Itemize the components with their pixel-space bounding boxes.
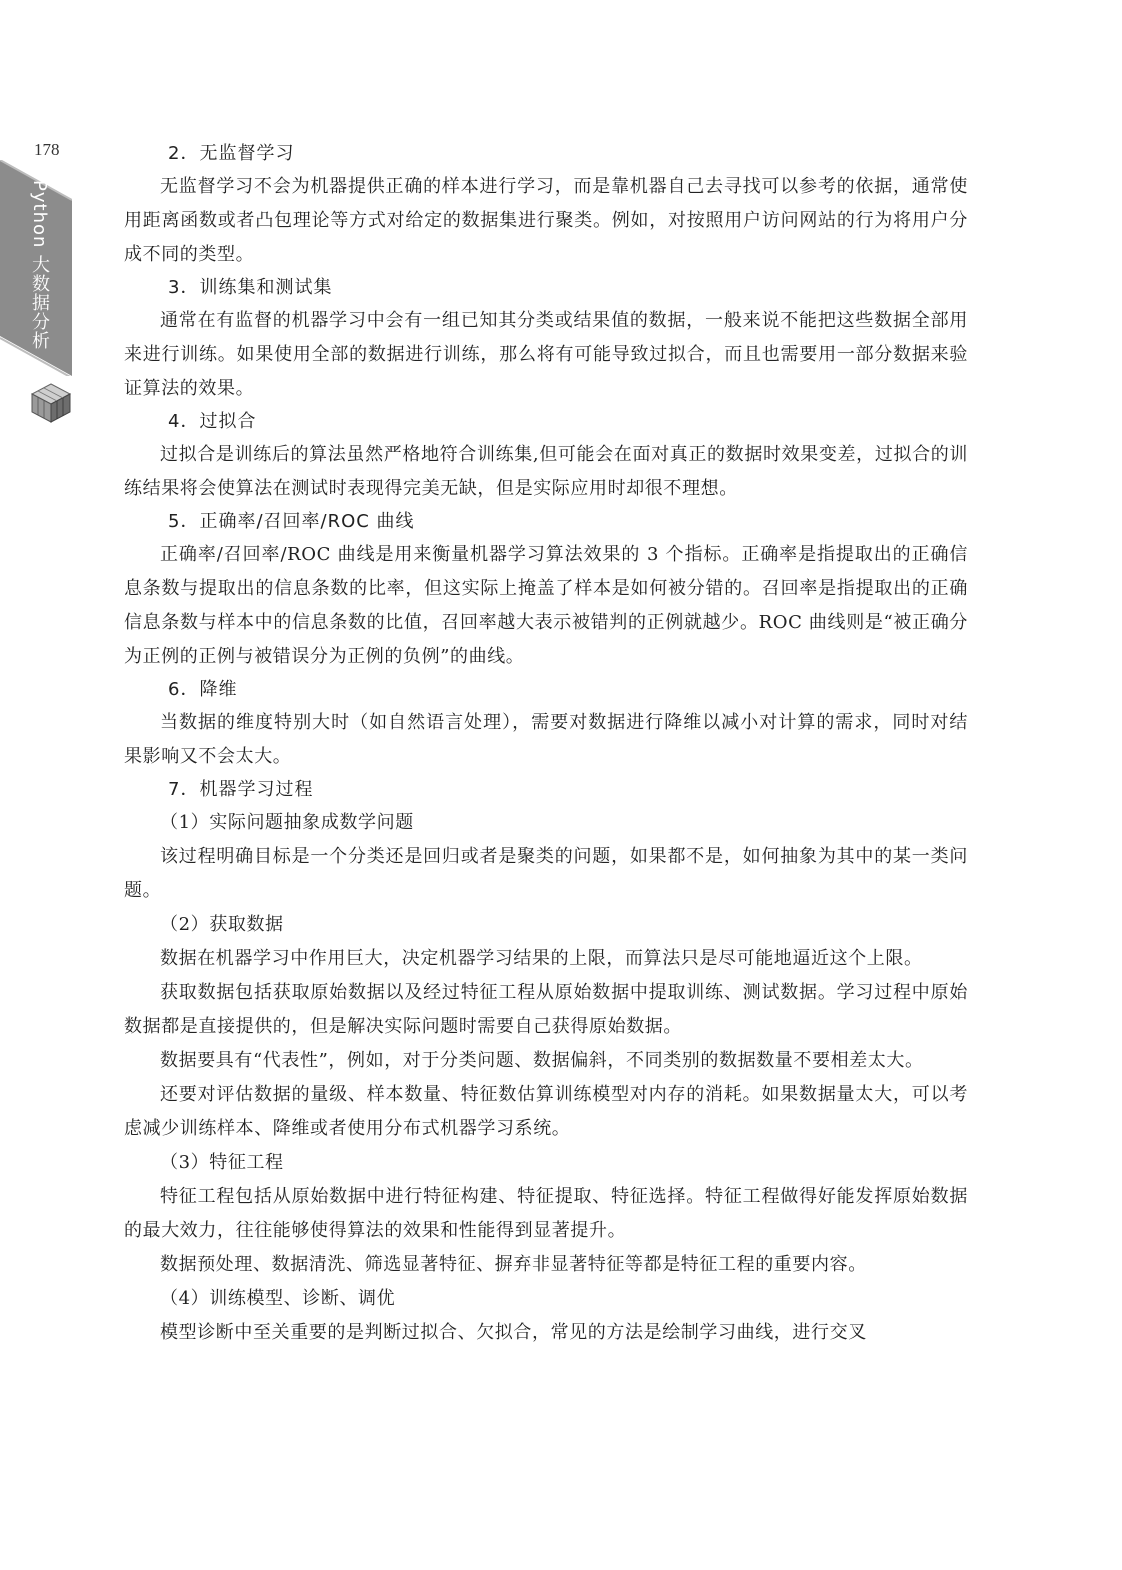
section-heading: 2．无监督学习 bbox=[168, 143, 295, 164]
side-title: Python 大数据分析 bbox=[29, 180, 50, 351]
section-heading: 5．正确率/召回率/ROC 曲线 bbox=[168, 511, 415, 532]
section-heading: 3．训练集和测试集 bbox=[168, 277, 333, 298]
paragraph: 通常在有监督的机器学习中会有一组已知其分类或结果值的数据，一般来说不能把这些数据全部用来进行训练。如果使用全部的数据进行训练，那么将有可能导致过拟合，而且也需要用一部分数据来验证算法的效果。 bbox=[124, 310, 968, 399]
subsection-heading: （3）特征工程 bbox=[160, 1152, 284, 1173]
paragraph: 数据要具有“代表性”，例如，对于分类问题、数据偏斜，不同类别的数据数量不要相差太大。 bbox=[160, 1050, 924, 1071]
paragraph: 模型诊断中至关重要的是判断过拟合、欠拟合，常见的方法是绘制学习曲线，进行交叉 bbox=[160, 1322, 867, 1343]
subsection-heading: （4）训练模型、诊断、调优 bbox=[160, 1288, 396, 1309]
paragraph: 还要对评估数据的量级、样本数量、特征数估算训练模型对内存的消耗。如果数据量太大，可以考虑减少训练样本、降维或者使用分布式机器学习系统。 bbox=[124, 1084, 968, 1139]
paragraph: 获取数据包括获取原始数据以及经过特征工程从原始数据中提取训练、测试数据。学习过程中原始数据都是直接提供的，但是解决实际问题时需要自己获得原始数据。 bbox=[124, 982, 968, 1037]
paragraph: 特征工程包括从原始数据中进行特征构建、特征提取、特征选择。特征工程做得好能发挥原始数据的最大效力，往往能够使得算法的效果和性能得到显著提升。 bbox=[124, 1186, 968, 1241]
paragraph: 当数据的维度特别大时（如自然语言处理），需要对数据进行降维以减小对计算的需求，同时对结果影响又不会太大。 bbox=[124, 712, 968, 767]
page-number: 178 bbox=[34, 140, 60, 159]
paragraph: 无监督学习不会为机器提供正确的样本进行学习，而是靠机器自己去寻找可以参考的依据，通常使用距离函数或者凸包理论等方式对给定的数据集进行聚类。例如，对按照用户访问网站的行为将用户分成不同的类型。 bbox=[124, 176, 968, 265]
section-heading: 6．降维 bbox=[168, 679, 238, 700]
paragraph: 数据预处理、数据清洗、筛选显著特征、摒弃非显著特征等都是特征工程的重要内容。 bbox=[160, 1254, 867, 1275]
subsection-heading: （1）实际问题抽象成数学问题 bbox=[160, 812, 414, 833]
paragraph: 过拟合是训练后的算法虽然严格地符合训练集,但可能会在面对真正的数据时效果变差，过拟合的训练结果将会使算法在测试时表现得完美无缺，但是实际应用时却很不理想。 bbox=[124, 444, 968, 499]
cube-logo-icon bbox=[28, 380, 74, 426]
subsection-heading: （2）获取数据 bbox=[160, 914, 284, 935]
section-heading: 4．过拟合 bbox=[168, 411, 257, 432]
section-heading: 7．机器学习过程 bbox=[168, 779, 314, 800]
page-content bbox=[124, 138, 968, 1350]
paragraph: 正确率/召回率/ROC 曲线是用来衡量机器学习算法效果的 3 个指标。正确率是指提取出的正确信息条数与提取出的信息条数的比率，但这实际上掩盖了样本是如何被分错的。召回率是指提取出的正确信息条数与样本中的信息条数的比值，召回率越大表示被错判的正例就越少。ROC 曲线则是“被正确分为正例的正例与被错误分为正例的负例”的曲线。 bbox=[124, 544, 968, 667]
paragraph: 数据在机器学习中作用巨大，决定机器学习结果的上限，而算法只是尽可能地逼近这个上限。 bbox=[160, 948, 923, 969]
paragraph: 该过程明确目标是一个分类还是回归或者是聚类的问题，如果都不是，如何抽象为其中的某一类问题。 bbox=[124, 846, 968, 901]
